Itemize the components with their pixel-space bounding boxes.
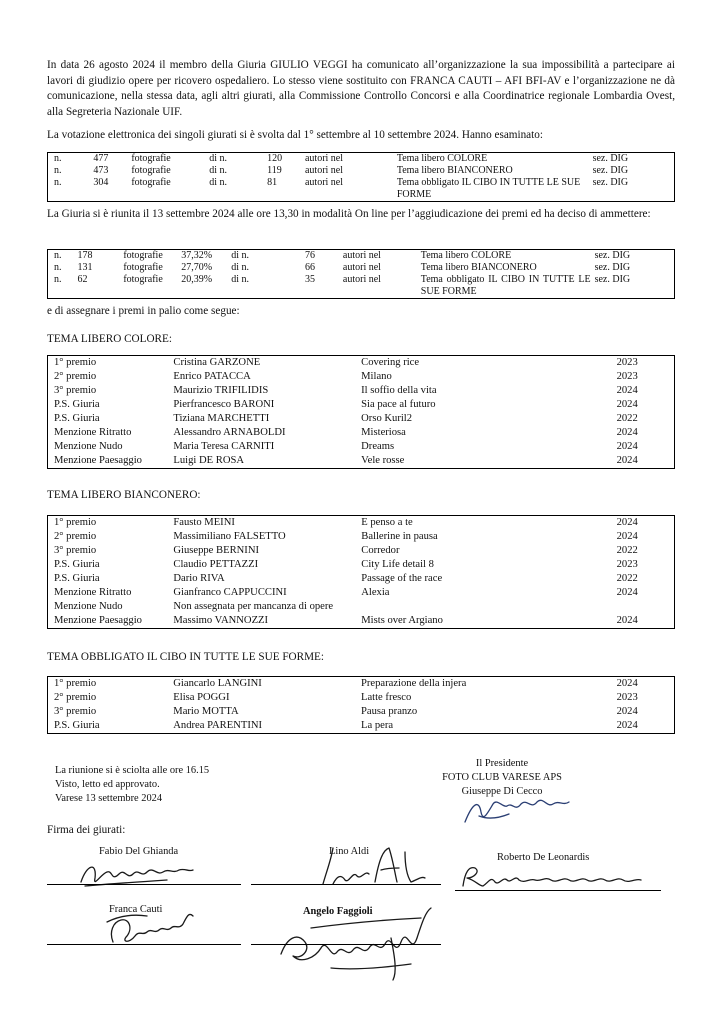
section-title: TEMA LIBERO BIANCONERO: — [47, 489, 201, 501]
prize-author: Enrico PATACCA — [173, 371, 251, 382]
prize-work: Corredor — [361, 545, 400, 556]
prize-year: 2023 — [616, 692, 638, 703]
prize-work: Orso Kuril2 — [361, 413, 413, 424]
table-row — [48, 398, 675, 412]
president-block: Il Presidente FOTO CLUB VARESE APS Giuseppe Di Cecco — [442, 758, 562, 797]
table-row — [48, 614, 675, 629]
prize-prize: 3° premio — [54, 545, 97, 556]
prize-work: Misteriosa — [361, 427, 406, 438]
table-row — [48, 454, 675, 469]
prize-prize: P.S. Giuria — [54, 573, 100, 584]
prize-prize: Menzione Nudo — [54, 601, 123, 612]
table-row: n. 62 fotografie 20,39% di n. 35 autori nel Tema obbligato IL CIBO IN TUTTE LE SUE FORME sez. DIG — [54, 274, 631, 297]
prize-work: Mists over Argiano — [361, 615, 443, 626]
table-row — [48, 586, 675, 600]
table-row — [48, 516, 675, 531]
juror-name: Fabio Del Ghianda — [99, 846, 179, 857]
prize-work: Passage of the race — [361, 573, 443, 584]
prize-work: E penso a te — [361, 517, 413, 528]
prize-year: 2022 — [616, 413, 638, 424]
prize-year: 2024 — [616, 427, 638, 438]
prize-author: Tiziana MARCHETTI — [173, 413, 270, 424]
table-row — [48, 677, 675, 692]
signature-line — [47, 884, 241, 885]
table-row — [48, 558, 675, 572]
president-signature — [459, 792, 579, 832]
juror-signature — [271, 898, 449, 984]
prize-table-bianconero — [47, 515, 675, 629]
prize-work: Il soffio della vita — [361, 385, 437, 396]
prize-work — [361, 600, 616, 614]
prize-prize: 1° premio — [54, 678, 97, 689]
prize-author: Luigi DE ROSA — [173, 455, 245, 466]
signature-line — [47, 944, 241, 945]
table-row — [48, 600, 675, 614]
prize-work: La pera — [361, 720, 394, 731]
table-row — [48, 705, 675, 719]
section-title: TEMA LIBERO COLORE: — [47, 333, 172, 345]
table-row — [48, 691, 675, 705]
juror-signature — [459, 862, 659, 892]
juror-name: Angelo Faggioli — [303, 906, 373, 917]
prize-prize: 1° premio — [54, 357, 97, 368]
table-row — [48, 426, 675, 440]
prize-author: Mario MOTTA — [173, 706, 239, 717]
prize-author: Giancarlo LANGINI — [173, 678, 262, 689]
prize-year: 2023 — [616, 559, 638, 570]
prize-prize: P.S. Giuria — [54, 399, 100, 410]
prize-author: Fausto MEINI — [173, 517, 235, 528]
signature-line — [251, 884, 441, 885]
juror-signature — [313, 840, 433, 890]
prize-year: 2023 — [616, 357, 638, 368]
prize-author: Massimo VANNOZZI — [173, 615, 269, 626]
table-row: n. 473 fotografie di n. 119 autori nel Tema libero BIANCONERO sez. DIG — [54, 165, 629, 176]
assign-paragraph: e di assegnare i premi in palio come segue: — [47, 305, 240, 317]
table-row: n. 477 fotografie di n. 120 autori nel Tema libero COLORE sez. DIG — [54, 153, 629, 164]
table-row — [48, 530, 675, 544]
table-row — [48, 719, 675, 734]
signature-line — [251, 944, 441, 945]
prize-author: Giuseppe BERNINI — [173, 545, 259, 556]
prize-year: 2023 — [616, 371, 638, 382]
prize-year: 2024 — [616, 399, 638, 410]
prize-author: Andrea PARENTINI — [173, 720, 263, 731]
prize-table-cibo — [47, 676, 675, 734]
prize-prize: Menzione Paesaggio — [54, 615, 142, 626]
prize-prize: 3° premio — [54, 706, 97, 717]
prize-prize: Menzione Ritratto — [54, 427, 132, 438]
prize-year: 2024 — [616, 517, 638, 528]
table-row — [48, 412, 675, 426]
prize-author: Maria Teresa CARNITI — [173, 441, 275, 452]
prize-work: Sia pace al futuro — [361, 399, 436, 410]
juror-name: Roberto De Leonardis — [497, 852, 590, 863]
prize-prize: Menzione Nudo — [54, 441, 123, 452]
prize-year: 2024 — [616, 678, 638, 689]
juror-signature — [77, 856, 197, 892]
prize-author: Gianfranco CAPPUCCINI — [173, 587, 287, 598]
prize-prize: Menzione Paesaggio — [54, 455, 142, 466]
prize-year: 2024 — [616, 441, 638, 452]
prize-work: Vele rosse — [361, 455, 405, 466]
prize-work: Milano — [361, 371, 392, 382]
prize-author: Massimiliano FALSETTO — [173, 531, 286, 542]
prize-author: Claudio PETTAZZI — [173, 559, 259, 570]
prize-prize: P.S. Giuria — [54, 413, 100, 424]
table-row: n. 304 fotografie di n. 81 autori nel Tema obbligato IL CIBO IN TUTTE LE SUE FORME sez. DIG — [54, 177, 629, 200]
juror-signature — [99, 902, 209, 948]
juror-name: Franca Cauti — [109, 904, 163, 915]
prize-author: Cristina GARZONE — [173, 357, 261, 368]
prize-author: Maurizio TRIFILIDIS — [173, 385, 269, 396]
prize-year: 2024 — [616, 455, 638, 466]
prize-work: Dreams — [361, 441, 395, 452]
signatures-label: Firma dei giurati: — [47, 824, 126, 836]
juror-name: Lino Aldi — [329, 846, 370, 857]
admitted-table — [47, 249, 675, 299]
prize-work: Preparazione della injera — [361, 678, 467, 689]
prize-author: Non assegnata per mancanza di opere — [173, 601, 334, 612]
prize-year: 2024 — [616, 706, 638, 717]
table-row — [48, 544, 675, 558]
prize-author: Alessandro ARNABOLDI — [173, 427, 286, 438]
signature-line — [455, 890, 661, 891]
table-row — [48, 356, 675, 371]
prize-work: Alexia — [361, 587, 390, 598]
prize-prize: 2° premio — [54, 371, 97, 382]
prize-prize: 2° premio — [54, 692, 97, 703]
prize-year: 2024 — [616, 385, 638, 396]
prize-work: Covering rice — [361, 357, 420, 368]
table-row: n. 131 fotografie 27,70% di n. 66 autori nel Tema libero BIANCONERO sez. DIG — [54, 262, 631, 273]
prize-work: Pausa pranzo — [361, 706, 418, 717]
prize-table-colore — [47, 355, 675, 469]
prize-year: 2022 — [616, 545, 638, 556]
table-row — [48, 370, 675, 384]
prize-prize: P.S. Giuria — [54, 720, 100, 731]
closing-block: La riunione si è sciolta alle ore 16.15 Visto, letto ed approvato. Varese 13 settembre 2024 — [55, 765, 210, 804]
prize-work: Latte fresco — [361, 692, 412, 703]
prize-prize: 3° premio — [54, 385, 97, 396]
table-row — [48, 440, 675, 454]
prize-prize: Menzione Ritratto — [54, 587, 132, 598]
prize-year — [617, 600, 675, 614]
prize-prize: P.S. Giuria — [54, 559, 100, 570]
section-title: TEMA OBBLIGATO IL CIBO IN TUTTE LE SUE FORME: — [47, 651, 324, 663]
prize-year: 2024 — [616, 531, 638, 542]
prize-prize: 2° premio — [54, 531, 97, 542]
prize-author: Pierfrancesco BARONI — [173, 399, 275, 410]
table-row — [48, 384, 675, 398]
prize-work: Ballerine in pausa — [361, 531, 438, 542]
voting-paragraph: La votazione elettronica dei singoli giurati si è svolta dal 1° settembre al 10 settembre 2024. Hanno esaminato: — [47, 129, 543, 141]
prize-year: 2024 — [616, 587, 638, 598]
examined-table — [47, 152, 675, 202]
prize-year: 2022 — [616, 573, 638, 584]
prize-year: 2024 — [616, 615, 638, 626]
prize-author: Elisa POGGI — [173, 692, 230, 703]
prize-work: City Life detail 8 — [361, 559, 434, 570]
prize-prize: 1° premio — [54, 517, 97, 528]
prize-author: Dario RIVA — [173, 573, 225, 584]
table-row: n. 178 fotografie 37,32% di n. 76 autori nel Tema libero COLORE sez. DIG — [54, 250, 631, 261]
table-row — [48, 572, 675, 586]
intro-paragraph: In data 26 agosto 2024 il membro della Giuria GIULIO VEGGI ha comunicato all’organizzazione la sua impossibilità a partecipare ai lavori di giudizio opere per ricovero ospedaliero. Lo stesso viene sostituito con FRANCA CAUTI – AFI BFI-AV e l’organizzazione ne dà comunicazione, nella stessa data, agli altri giurati, alla Commissione Controllo Concorsi e alla Coordinatrice regionale Lombardia Ovest, alla Segreteria Nazionale UIF. — [47, 59, 675, 118]
jury-paragraph: La Giuria si è riunita il 13 settembre 2024 alle ore 13,30 in modalità On line per l’aggiudicazione dei premi ed ha deciso di ammettere: — [47, 208, 651, 220]
prize-year: 2024 — [616, 720, 638, 731]
